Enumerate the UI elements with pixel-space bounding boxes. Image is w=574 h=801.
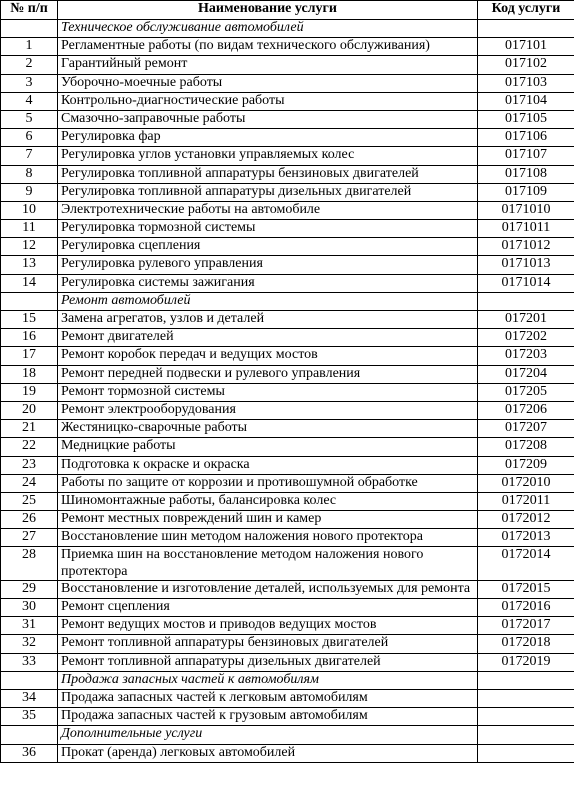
service-name: Работы по защите от коррозии и противошумной обработке <box>58 474 478 492</box>
header-code: Код услуги <box>478 1 574 20</box>
table-row <box>1 329 574 347</box>
service-name: Уборочно-моечные работы <box>58 74 478 92</box>
service-name: Приемка шин на восстановление методом наложения нового протектора <box>58 547 478 580</box>
table-row <box>1 580 574 598</box>
service-name: Регулировка сцепления <box>58 238 478 256</box>
service-name: Ремонт передней подвески и рулевого управления <box>58 365 478 383</box>
service-code: 017201 <box>478 311 574 329</box>
table-row <box>1 653 574 671</box>
table-row <box>1 529 574 547</box>
table-row <box>1 547 574 580</box>
table-row <box>1 365 574 383</box>
service-code: 0172016 <box>478 599 574 617</box>
table-body <box>1 20 574 763</box>
service-code: 0171013 <box>478 256 574 274</box>
service-name: Медницкие работы <box>58 438 478 456</box>
service-name: Регулировка тормозной системы <box>58 220 478 238</box>
service-code: 0171011 <box>478 220 574 238</box>
table-row <box>1 420 574 438</box>
service-code <box>478 689 574 707</box>
row-number <box>1 726 58 744</box>
table-row <box>1 383 574 401</box>
table-row <box>1 511 574 529</box>
service-code: 0171012 <box>478 238 574 256</box>
service-code: 017107 <box>478 147 574 165</box>
service-code: 017206 <box>478 401 574 419</box>
table-row <box>1 438 574 456</box>
row-number: 16 <box>1 329 58 347</box>
row-number: 8 <box>1 165 58 183</box>
table-row <box>1 311 574 329</box>
service-name: Замена агрегатов, узлов и деталей <box>58 311 478 329</box>
service-name: Жестяницко-сварочные работы <box>58 420 478 438</box>
table-row <box>1 183 574 201</box>
table-row <box>1 110 574 128</box>
service-name: Электротехнические работы на автомобиле <box>58 201 478 219</box>
service-code: 017205 <box>478 383 574 401</box>
row-number: 34 <box>1 689 58 707</box>
service-name: Регулировка топливной аппаратуры дизельных двигателей <box>58 183 478 201</box>
service-name: Ремонт сцепления <box>58 599 478 617</box>
service-name: Ремонт местных повреждений шин и камер <box>58 511 478 529</box>
row-number: 15 <box>1 311 58 329</box>
table-row <box>1 274 574 292</box>
service-code: 0172014 <box>478 547 574 580</box>
table-row <box>1 347 574 365</box>
row-number <box>1 292 58 310</box>
row-number: 10 <box>1 201 58 219</box>
service-code: 017105 <box>478 110 574 128</box>
row-number: 19 <box>1 383 58 401</box>
row-number: 26 <box>1 511 58 529</box>
service-name: Восстановление и изготовление деталей, используемых для ремонта <box>58 580 478 598</box>
service-code <box>478 292 574 310</box>
row-number: 33 <box>1 653 58 671</box>
service-code: 017208 <box>478 438 574 456</box>
table-row <box>1 92 574 110</box>
service-code <box>478 671 574 689</box>
service-name: Смазочно-заправочные работы <box>58 110 478 128</box>
row-number: 6 <box>1 129 58 147</box>
table-row <box>1 474 574 492</box>
row-number: 29 <box>1 580 58 598</box>
table-row <box>1 689 574 707</box>
service-name: Ремонт ведущих мостов и приводов ведущих мостов <box>58 617 478 635</box>
row-number: 24 <box>1 474 58 492</box>
table-row <box>1 220 574 238</box>
table-row <box>1 38 574 56</box>
service-name: Ремонт топливной аппаратуры бензиновых двигателей <box>58 635 478 653</box>
service-code: 0171010 <box>478 201 574 219</box>
row-number: 2 <box>1 56 58 74</box>
table-row <box>1 74 574 92</box>
service-name: Регулировка топливной аппаратуры бензиновых двигателей <box>58 165 478 183</box>
row-number: 22 <box>1 438 58 456</box>
service-name: Продажа запасных частей к легковым автомобилям <box>58 689 478 707</box>
row-number: 17 <box>1 347 58 365</box>
section-row <box>1 726 574 744</box>
service-code: 017108 <box>478 165 574 183</box>
table-row <box>1 56 574 74</box>
table-row <box>1 492 574 510</box>
row-number: 25 <box>1 492 58 510</box>
row-number: 18 <box>1 365 58 383</box>
service-code: 0171014 <box>478 274 574 292</box>
row-number: 4 <box>1 92 58 110</box>
service-code: 017104 <box>478 92 574 110</box>
service-code: 0172018 <box>478 635 574 653</box>
service-code <box>478 726 574 744</box>
row-number: 12 <box>1 238 58 256</box>
section-title: Дополнительные услуги <box>58 726 478 744</box>
service-code: 017207 <box>478 420 574 438</box>
row-number: 31 <box>1 617 58 635</box>
service-code: 017204 <box>478 365 574 383</box>
row-number: 1 <box>1 38 58 56</box>
service-name: Гарантийный ремонт <box>58 56 478 74</box>
service-name: Ремонт топливной аппаратуры дизельных двигателей <box>58 653 478 671</box>
row-number: 21 <box>1 420 58 438</box>
service-code <box>478 744 574 762</box>
service-name: Прокат (аренда) легковых автомобилей <box>58 744 478 762</box>
table-row <box>1 744 574 762</box>
row-number: 20 <box>1 401 58 419</box>
service-code: 017101 <box>478 38 574 56</box>
section-row <box>1 292 574 310</box>
service-code: 017203 <box>478 347 574 365</box>
service-name: Продажа запасных частей к грузовым автомобилям <box>58 708 478 726</box>
service-code: 0172010 <box>478 474 574 492</box>
service-name: Регулировка рулевого управления <box>58 256 478 274</box>
row-number: 14 <box>1 274 58 292</box>
service-code: 017202 <box>478 329 574 347</box>
section-row <box>1 20 574 38</box>
service-name: Ремонт коробок передач и ведущих мостов <box>58 347 478 365</box>
table-row <box>1 635 574 653</box>
service-code: 0172011 <box>478 492 574 510</box>
row-number <box>1 671 58 689</box>
row-number: 7 <box>1 147 58 165</box>
row-number: 28 <box>1 547 58 580</box>
row-number: 23 <box>1 456 58 474</box>
service-name: Ремонт двигателей <box>58 329 478 347</box>
section-title: Продажа запасных частей к автомобилям <box>58 671 478 689</box>
table-row <box>1 129 574 147</box>
table-row <box>1 708 574 726</box>
service-code: 0172012 <box>478 511 574 529</box>
table-row <box>1 599 574 617</box>
table-row <box>1 201 574 219</box>
service-code: 0172013 <box>478 529 574 547</box>
table-row <box>1 238 574 256</box>
table-header <box>1 1 574 20</box>
service-code <box>478 20 574 38</box>
service-name: Регулировка углов установки управляемых колес <box>58 147 478 165</box>
service-name: Подготовка к окраске и окраска <box>58 456 478 474</box>
table-row <box>1 617 574 635</box>
service-code: 0172015 <box>478 580 574 598</box>
row-number: 9 <box>1 183 58 201</box>
service-name: Восстановление шин методом наложения нового протектора <box>58 529 478 547</box>
service-name: Контрольно-диагностические работы <box>58 92 478 110</box>
table-row <box>1 401 574 419</box>
service-code: 0172019 <box>478 653 574 671</box>
service-name: Шиномонтажные работы, балансировка колес <box>58 492 478 510</box>
table-row <box>1 256 574 274</box>
table-row <box>1 456 574 474</box>
service-name: Регламентные работы (по видам технического обслуживания) <box>58 38 478 56</box>
section-title: Ремонт автомобилей <box>58 292 478 310</box>
row-number: 32 <box>1 635 58 653</box>
service-name: Регулировка фар <box>58 129 478 147</box>
row-number: 35 <box>1 708 58 726</box>
service-name: Регулировка системы зажигания <box>58 274 478 292</box>
table-row <box>1 165 574 183</box>
row-number: 11 <box>1 220 58 238</box>
service-code <box>478 708 574 726</box>
service-code: 017109 <box>478 183 574 201</box>
row-number: 13 <box>1 256 58 274</box>
row-number: 27 <box>1 529 58 547</box>
header-num: № п/п <box>1 1 58 20</box>
row-number: 5 <box>1 110 58 128</box>
service-code: 017103 <box>478 74 574 92</box>
service-name: Ремонт электрооборудования <box>58 401 478 419</box>
service-code: 0172017 <box>478 617 574 635</box>
service-code: 017102 <box>478 56 574 74</box>
row-number: 30 <box>1 599 58 617</box>
section-title: Техническое обслуживание автомобилей <box>58 20 478 38</box>
service-code: 017209 <box>478 456 574 474</box>
row-number <box>1 20 58 38</box>
row-number: 36 <box>1 744 58 762</box>
service-name: Ремонт тормозной системы <box>58 383 478 401</box>
table-row <box>1 147 574 165</box>
row-number: 3 <box>1 74 58 92</box>
service-code: 017106 <box>478 129 574 147</box>
section-row <box>1 671 574 689</box>
header-name: Наименование услуги <box>58 1 478 20</box>
header-row <box>1 1 574 20</box>
